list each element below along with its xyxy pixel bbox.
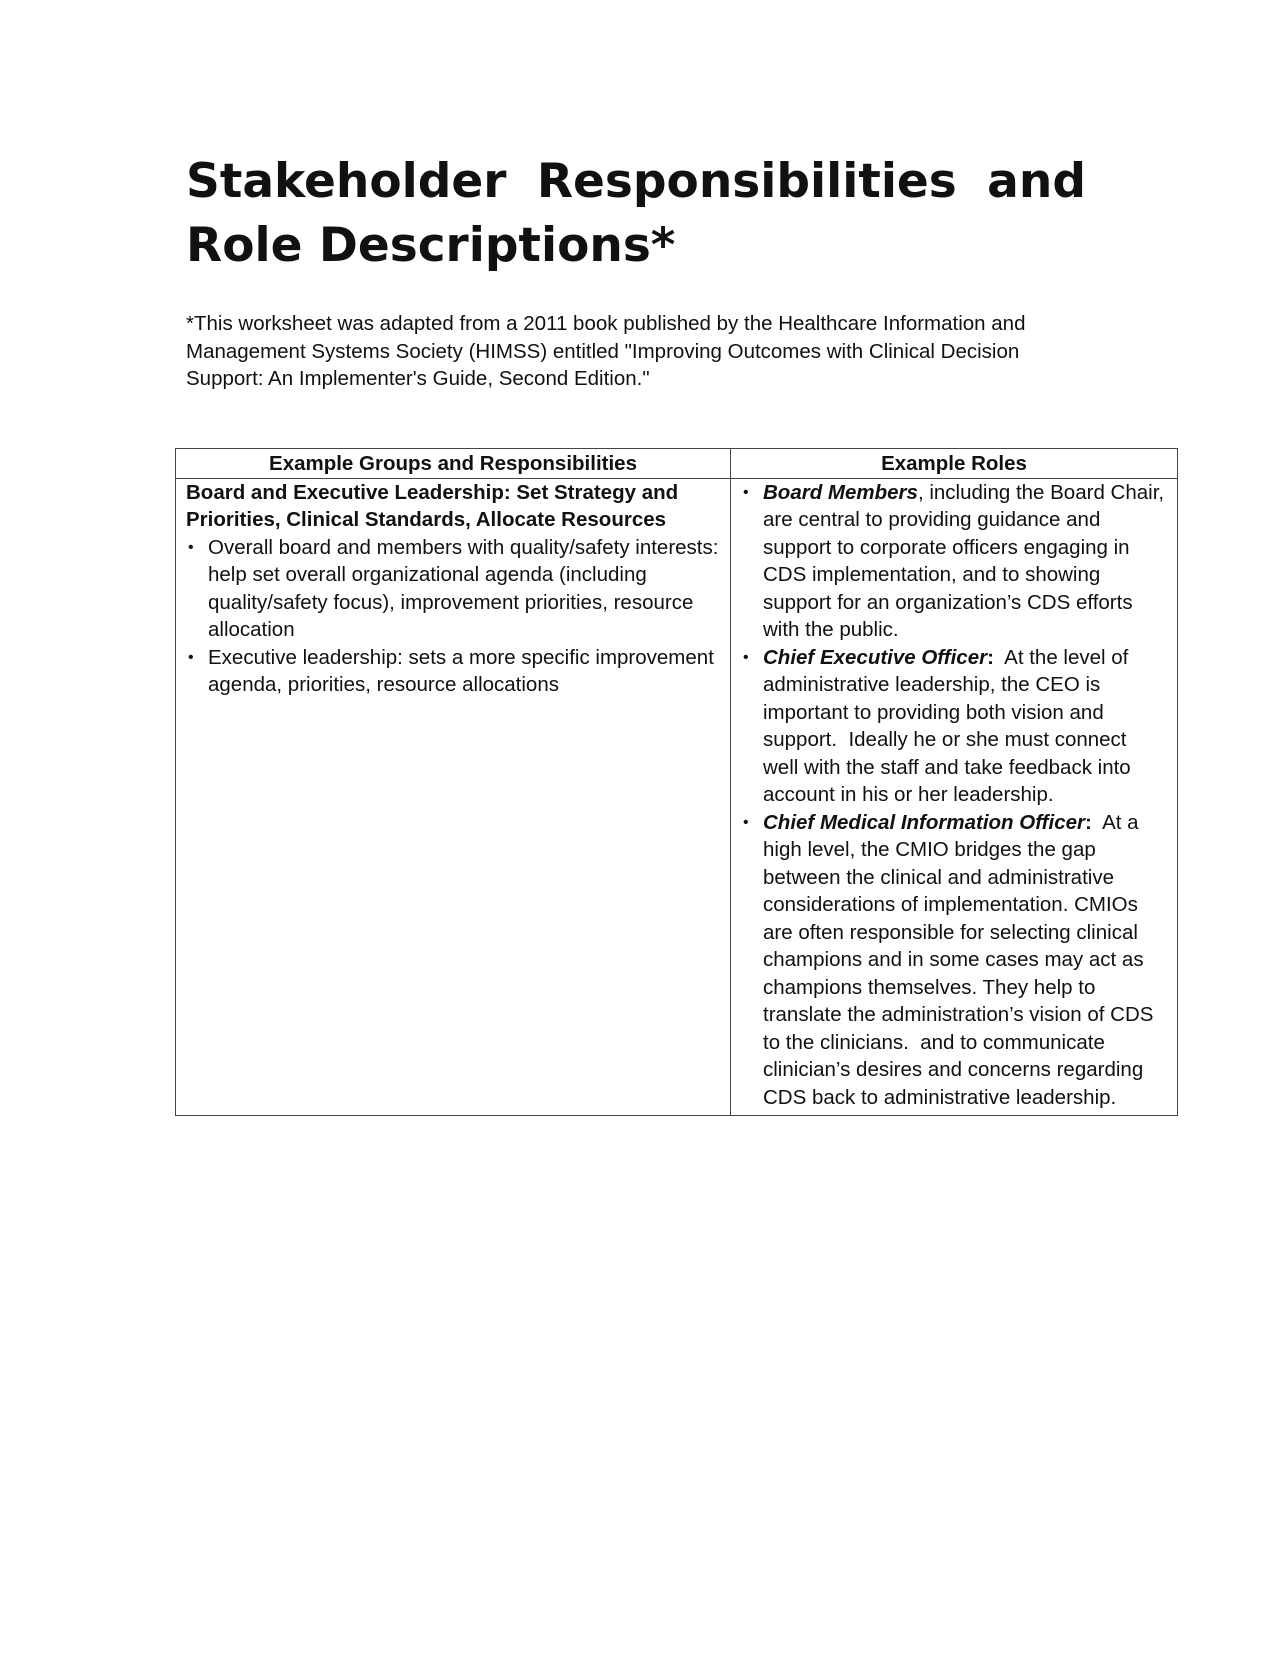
bullet-icon: • — [188, 648, 194, 666]
role-name: Chief Medical Information Officer — [763, 810, 1085, 834]
responsibility-text: Overall board and members with quality/safety interests: help set overall organizational agenda (including quality/safety focus), improvement priorities, resource allocation — [208, 535, 719, 641]
list-item — [188, 644, 720, 699]
stakeholder-roles-table — [175, 448, 1178, 1116]
role-description: At the level of administrative leadership, the CEO is important to providing both vision and support. Ideally he or she must connect well with the staff and take feedback into account in his or her leadership. — [763, 645, 1137, 806]
role-colon: : — [987, 645, 994, 669]
responsibility-list — [186, 534, 720, 699]
bullet-icon: • — [743, 483, 749, 501]
bullet-icon: • — [188, 538, 194, 556]
bullet-icon: • — [743, 648, 749, 666]
table-row — [176, 478, 1178, 1116]
roles-cell — [731, 478, 1178, 1116]
groups-cell — [176, 478, 731, 1116]
role-name: Board Members — [763, 480, 918, 504]
role-description: , including the Board Chair, are central to providing guidance and support to corporate officers engaging in CDS implementation, and to showing support for an organization’s CDS efforts with the public. — [763, 480, 1170, 641]
responsibility-text: Executive leadership: sets a more specific improvement agenda, priorities, resource allocations — [208, 645, 714, 696]
role-name: Chief Executive Officer — [763, 645, 988, 669]
header-example-roles: Example Roles — [731, 449, 1178, 479]
role-colon: : — [1084, 810, 1092, 834]
page-title: Stakeholder Responsibilities and Role Descriptions* — [186, 154, 1086, 273]
role-description: At a high level, the CMIO bridges the gap between the clinical and administrative considerations of implementation. CMIOs are often responsible for selecting clinical champions and in some cases may act as champions themselves. They help to translate the administration’s vision of CDS to the clinicians. and to communicate clinician’s desires and concerns regarding CDS back to administrative leadership. — [763, 810, 1160, 1109]
source-footnote: *This worksheet was adapted from a 2011 book published by the Healthcare Information and Management Systems Society (HIMSS) entitled "Improving Outcomes with Clinical Decision Support: An Implementer's Guide, Second Edition." — [186, 312, 1026, 390]
roles-list — [741, 479, 1170, 1112]
list-item — [743, 644, 1167, 809]
list-item — [743, 809, 1167, 1112]
group-heading: Board and Executive Leadership: Set Strategy and Priorities, Clinical Standards, Allocate Resources — [186, 480, 679, 531]
list-item — [743, 479, 1170, 644]
table-header-row — [176, 449, 1178, 479]
bullet-icon: • — [743, 813, 749, 831]
header-groups-responsibilities: Example Groups and Responsibilities — [176, 449, 731, 479]
list-item — [188, 534, 720, 644]
